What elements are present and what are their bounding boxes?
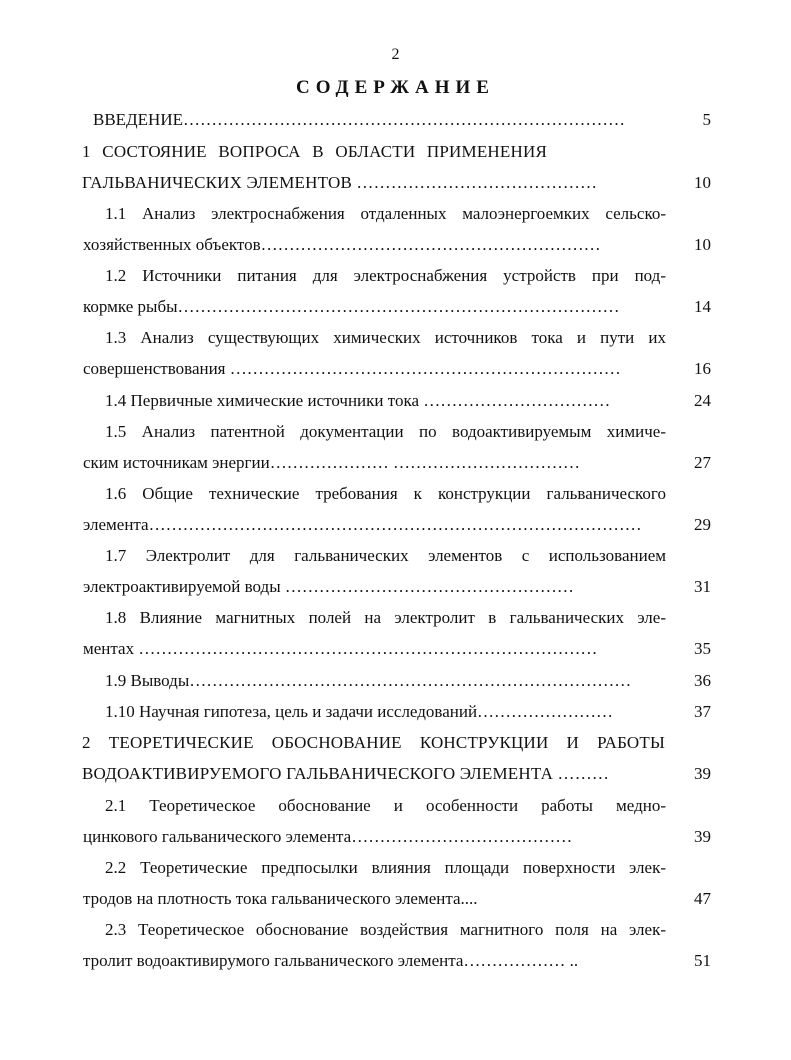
toc-entry-line: электроактивируемой воды …………………………………………… — [83, 577, 574, 596]
toc-entry-line: 1.6 Общие технические требования к конструкции гальванического — [105, 484, 666, 503]
toc-chapter-line: 1 СОСТОЯНИЕ ВОПРОСА В ОБЛАСТИ ПРИМЕНЕНИЯ — [82, 142, 547, 161]
toc-page-number: 29 — [694, 515, 711, 534]
toc-page-number: 5 — [702, 110, 711, 129]
toc-entry-line: кормке рыбы…………………………………………………………………… — [83, 297, 620, 316]
toc-chapter-line: 2 ТЕОРЕТИЧЕСКИЕ ОБОСНОВАНИЕ КОНСТРУКЦИИ И РАБОТЫ — [82, 733, 665, 752]
toc-entry-line: 2.1 Теоретическое обоснование и особенности работы медно- — [105, 796, 666, 815]
toc-entry-line: ментах ……………………………………………………………………… — [83, 639, 598, 658]
toc-entry-line: 1.3 Анализ существующих химических источников тока и пути их — [105, 328, 666, 347]
toc-page-number: 47 — [694, 889, 711, 908]
toc-entry-line: тродов на плотность тока гальванического элемента.... — [83, 889, 478, 908]
toc-entry-line: тролит водоактивирумого гальванического элемента……………… .. — [83, 951, 579, 970]
toc-chapter-line: ВОДОАКТИВИРУЕМОГО ГАЛЬВАНИЧЕСКОГО ЭЛЕМЕНТА ……… — [82, 764, 610, 783]
toc-entry-line: 1.7 Электролит для гальванических элементов с использованием — [105, 546, 666, 565]
toc-page-number: 10 — [694, 235, 711, 254]
toc-page-number: 10 — [694, 173, 711, 192]
toc-page-number: 39 — [694, 827, 711, 846]
page-number: 2 — [391, 46, 400, 63]
page-title: СОДЕРЖАНИЕ — [296, 77, 495, 98]
toc-entry-line: 2.3 Теоретическое обоснование воздействия магнитного поля на элек- — [105, 920, 666, 939]
toc-entry-line: ским источникам энергии………………… …………………………… — [83, 453, 580, 472]
toc-chapter-line: ГАЛЬВАНИЧЕСКИХ ЭЛЕМЕНТОВ …………………………………… — [82, 173, 598, 192]
toc-entry-line: 2.2 Теоретические предпосылки влияния площади поверхности элек- — [105, 858, 666, 877]
toc-entry-line: цинкового гальванического элемента………………………………… — [83, 827, 573, 846]
toc-page-number: 35 — [694, 639, 711, 658]
toc-page-number: 39 — [694, 764, 711, 783]
toc-entry-line: хозяйственных объектов…………………………………………………… — [83, 235, 601, 254]
toc-entry-line: ВВЕДЕНИЕ…………………………………………………………………… — [93, 110, 625, 129]
toc-entry-line: совершенствования …………………………………………………………… — [83, 359, 621, 378]
toc-entry-line: элемента…………………………………………………………………………… — [83, 515, 642, 534]
toc-page-number: 36 — [694, 671, 711, 690]
toc-page-number: 31 — [694, 577, 711, 596]
toc-entry-line: 1.9 Выводы…………………………………………………………………… — [105, 671, 632, 690]
toc-page-number: 27 — [694, 453, 711, 472]
toc-page-number: 14 — [694, 297, 711, 316]
toc-page-number: 24 — [694, 391, 711, 410]
toc-page-number: 16 — [694, 359, 711, 378]
toc-entry-line: 1.2 Источники питания для электроснабжения устройств при под- — [105, 266, 666, 285]
toc-entry-line: 1.10 Научная гипотеза, цель и задачи исследований…………………… — [105, 702, 614, 721]
toc-page-number: 51 — [694, 951, 711, 970]
toc-entry-line: 1.1 Анализ электроснабжения отдаленных малоэнергоемких сельско- — [105, 204, 666, 223]
toc-entry-line: 1.4 Первичные химические источники тока …………………………… — [105, 391, 611, 410]
toc-entry-line: 1.8 Влияние магнитных полей на электролит в гальванических эле- — [105, 608, 666, 627]
toc-page-number: 37 — [694, 702, 711, 721]
toc-entry-line: 1.5 Анализ патентной документации по водоактивируемым химиче- — [105, 422, 666, 441]
